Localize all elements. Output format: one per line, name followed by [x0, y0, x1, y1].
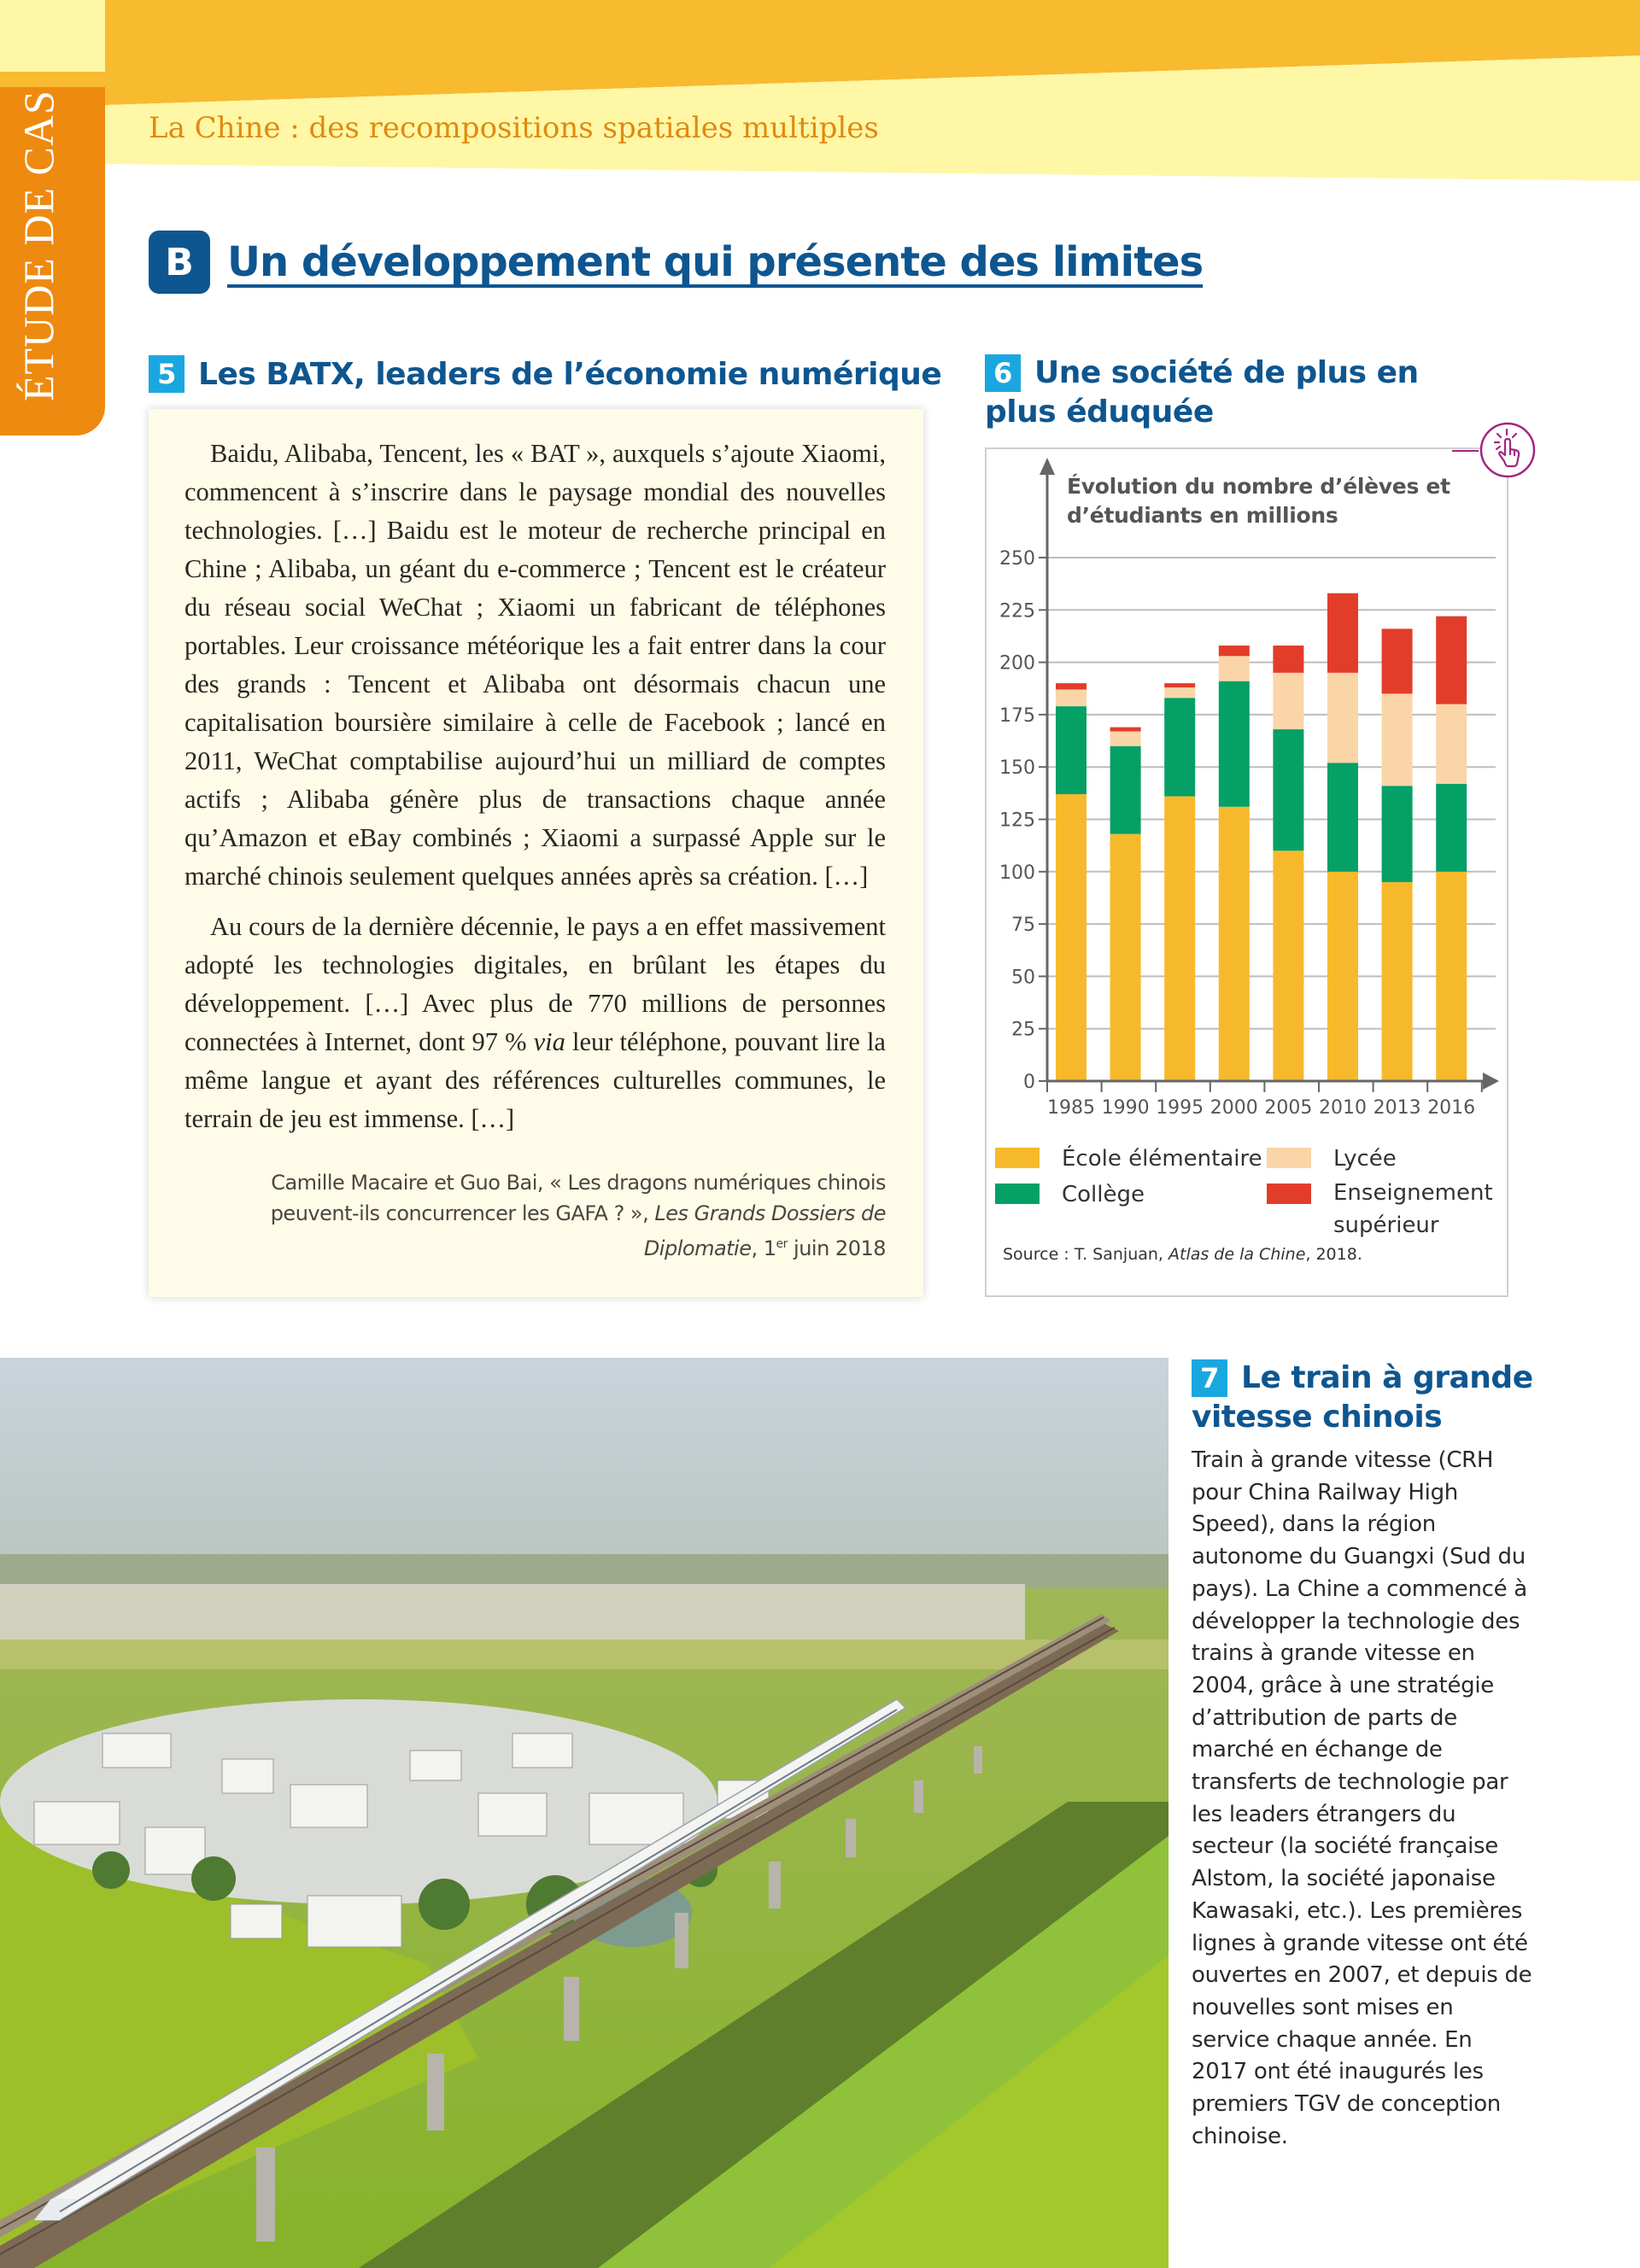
touch-hand-icon — [1479, 421, 1537, 479]
y-tick-label: 200 — [999, 652, 1035, 675]
y-tick-label: 75 — [1011, 915, 1035, 937]
x-tick-label: 2016 — [1427, 1097, 1476, 1119]
header-banner — [0, 0, 1640, 188]
doc6-title: Une société de plus en plus éduquée — [985, 355, 1419, 430]
train-photo — [0, 1358, 1168, 2268]
bar-segment — [1110, 834, 1141, 1081]
doc5-paragraph-2-italic: via — [533, 1027, 565, 1056]
bar-segment — [1273, 673, 1303, 729]
legend-label-college: Collège — [1062, 1182, 1145, 1207]
legend-label-ecole: École élémentaire — [1062, 1146, 1262, 1172]
legend-swatch-ecole — [995, 1148, 1040, 1168]
doc7-title: Le train à grande vitesse chinois — [1192, 1360, 1533, 1435]
doc7-heading — [1192, 1359, 1533, 1437]
section-title: Un développement qui présente des limites — [227, 238, 1204, 286]
bar-segment — [1110, 732, 1141, 746]
citation-date-sup: er — [776, 1237, 788, 1251]
y-tick-label: 25 — [1011, 1019, 1035, 1041]
bar-segment — [1273, 646, 1303, 673]
y-tick-label: 225 — [999, 600, 1035, 623]
bar-segment — [1164, 698, 1195, 796]
bar-segment — [1436, 872, 1467, 1081]
bar-segment — [1219, 807, 1250, 1081]
bar-segment — [1273, 729, 1303, 850]
doc5-citation — [184, 1167, 886, 1264]
bar-segment — [1056, 683, 1086, 689]
legend-item-ecole — [995, 1141, 1262, 1177]
bar-segment — [1056, 794, 1086, 1081]
x-axis-arrow-icon — [1483, 1073, 1499, 1090]
x-tick-label: 2013 — [1373, 1097, 1421, 1119]
bar-segment — [1382, 628, 1413, 693]
y-tick-label: 0 — [1023, 1072, 1035, 1093]
stacked-bar-chart — [985, 447, 1508, 1131]
y-tick-label: 150 — [999, 757, 1035, 780]
x-tick-label: 1995 — [1156, 1097, 1204, 1119]
bar-segment — [1327, 593, 1358, 673]
doc5-paragraph-2-part-1: Au cours de la dernière décennie, le pays a en effet massivement adopté les technologies digitales, en brûlant les étapes du développement. […] Avec plus de 770 millions de personnes connectées à Internet, dont 97 % — [184, 912, 886, 1056]
bar-segment — [1219, 681, 1250, 807]
chart-title: Évolution du nombre d’élèves et d’étudiants en millions — [1067, 474, 1450, 528]
legend-item-college — [995, 1177, 1145, 1213]
citation-publication: Les Grands Dossiers de Diplomatie — [643, 1201, 886, 1260]
section-letter-badge: B — [149, 231, 210, 294]
source-title: Atlas de la Chine — [1168, 1245, 1306, 1264]
bar-segment — [1436, 704, 1467, 784]
legend-label-superieur: Enseignement supérieur — [1333, 1180, 1493, 1238]
y-tick-label: 50 — [1011, 967, 1035, 989]
bar-segment — [1219, 646, 1250, 656]
bar-segment — [1164, 797, 1195, 1081]
doc6-heading — [985, 354, 1463, 432]
legend-item-superieur — [1267, 1177, 1506, 1242]
x-tick-label: 2010 — [1319, 1097, 1367, 1119]
bar-segment — [1056, 689, 1086, 706]
bar-segment — [1110, 728, 1141, 732]
doc7-caption: Train à grande vitesse (CRH pour China Railway High Speed), dans la région autonome du Guangxi (Sud du pays). La Chine a commencé à développer la technologie des trains à grande vitesse en 2004, grâce à une stratégie d’attribution de parts de marché en échange de transferts de technologie par les leaders étrangers du secteur (la société française Alstom, la société japonaise Kawasaki, etc.). Les premières lignes à grande vitesse ont été ouvertes en 2007, et depuis de nouvelles sont mises en service chaque année. En 2017 ont été inaugurés les premiers TGV de conception chinoise. — [1192, 1447, 1532, 2149]
x-tick-label: 2000 — [1210, 1097, 1258, 1119]
train-photo-illustration — [0, 1358, 1168, 2268]
doc5-title: Les BATX, leaders de l’économie numérique — [198, 357, 942, 392]
banner-shapes — [0, 0, 1640, 188]
chapter-title: La Chine : des recompositions spatiales multiples — [149, 111, 879, 145]
legend-swatch-college — [995, 1184, 1040, 1204]
doc5-paragraph-2 — [184, 908, 886, 1138]
bar-segment — [1164, 683, 1195, 687]
bar-segment — [1219, 656, 1250, 681]
y-axis-arrow-icon — [1040, 458, 1055, 475]
bar-segment — [1382, 882, 1413, 1081]
citation-date-prefix: , 1 — [751, 1236, 776, 1260]
doc7-number-badge: 7 — [1192, 1359, 1227, 1397]
doc5-paragraph-2-part-2: leur téléphone, pouvant lire la même langue et ayant des références culturelles communes, le terrain de jeu est immense. […] — [184, 1027, 886, 1133]
legend-swatch-superieur — [1267, 1184, 1311, 1204]
icon-connector-line — [1452, 450, 1479, 452]
y-tick-label: 100 — [999, 862, 1035, 884]
citation-date-suffix: juin 2018 — [787, 1236, 886, 1260]
bar-segment — [1382, 693, 1413, 786]
bar-segment — [1382, 786, 1413, 882]
source-prefix: Source : T. Sanjuan, — [1003, 1245, 1168, 1264]
y-tick-label: 250 — [999, 548, 1035, 570]
doc5-paragraph-1: Baidu, Alibaba, Tencent, les « BAT », auxquels s’ajoute Xiaomi, commencent à s’inscrire dans le paysage mondial des nouvelles technologies. […] Baidu est le moteur de recherche principal en Chine ; Alibaba, un géant du e-commerce ; Tencent est le créateur du réseau social WeChat ; Xiaomi un fabricant de téléphones portables. Leur croissance météorique les a fait entrer dans la cour des grands : Tencent et Alibaba ont désormais chacun une capitalisation boursière similaire à celle de Facebook ; lancé en 2011, WeChat comptabilise aujourd’hui un milliard de comptes actifs ; Alibaba génère plus de transactions chaque année qu’Amazon et eBay combinés ; Xiaomi a surpassé Apple sur le marché chinois seulement quelques années après sa création. […] — [184, 439, 886, 891]
doc5-heading — [149, 355, 941, 395]
interactive-touch-icon[interactable] — [1479, 421, 1537, 479]
y-tick-label: 125 — [999, 810, 1035, 832]
bar-segment — [1164, 687, 1195, 698]
bar-segment — [1327, 872, 1358, 1081]
doc5-text-box — [149, 409, 923, 1297]
doc6-number-badge: 6 — [985, 354, 1021, 392]
bar-segment — [1327, 763, 1358, 872]
legend-label-lycee: Lycée — [1333, 1146, 1397, 1172]
x-tick-label: 2005 — [1264, 1097, 1313, 1119]
x-tick-label: 1985 — [1047, 1097, 1095, 1119]
case-study-label: ÉTUDE DE CAS — [15, 90, 62, 401]
bar-segment — [1436, 784, 1467, 872]
bar-segment — [1273, 850, 1303, 1081]
source-suffix: , 2018. — [1305, 1245, 1362, 1264]
section-heading — [149, 231, 1203, 294]
legend-swatch-lycee — [1267, 1148, 1311, 1168]
citation-authors: Camille Macaire et Guo Bai, « Les dragons numériques chinois peuvent-ils concurrencer les GAFA ? », — [270, 1171, 886, 1225]
legend-item-lycee — [1267, 1141, 1397, 1177]
x-tick-label: 1990 — [1101, 1097, 1150, 1119]
doc5-number-badge: 5 — [149, 355, 184, 393]
bar-segment — [1056, 706, 1086, 794]
bar-segment — [1327, 673, 1358, 763]
y-tick-label: 175 — [999, 704, 1035, 727]
bar-segment — [1110, 746, 1141, 834]
chart-source — [1003, 1245, 1362, 1264]
bar-segment — [1436, 617, 1467, 704]
